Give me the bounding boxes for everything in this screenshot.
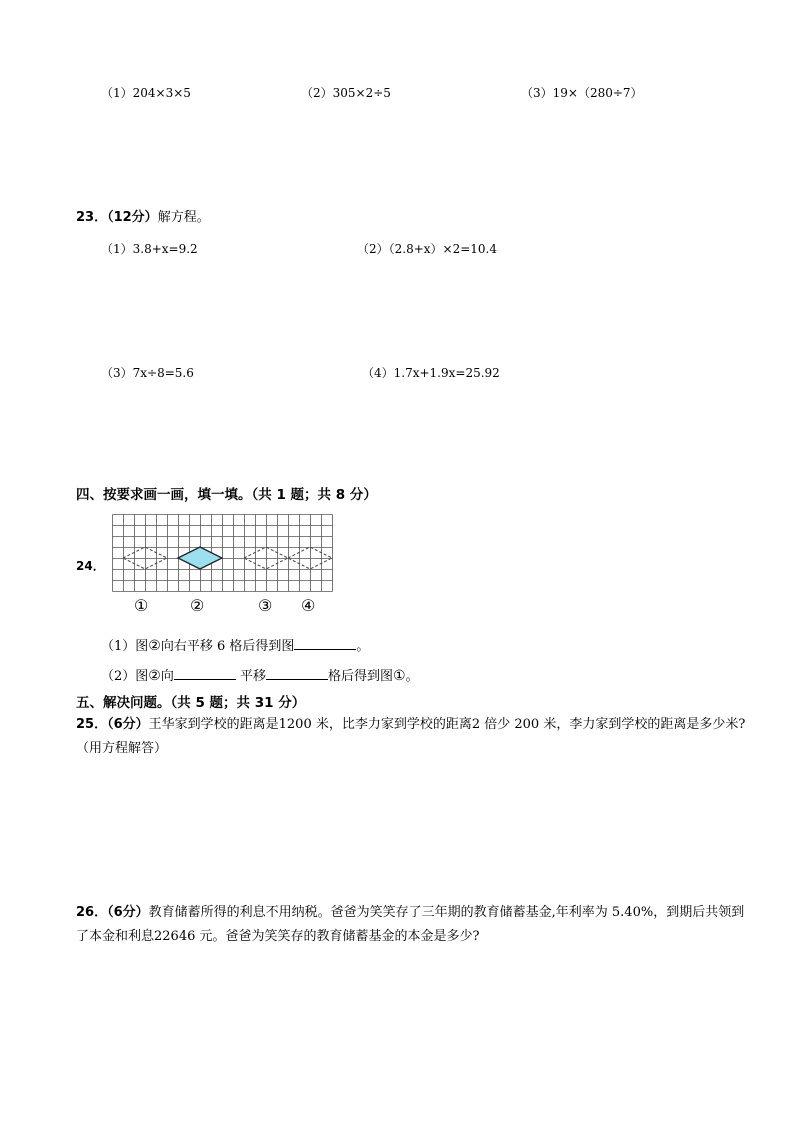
q26-score: （6分） (107, 905, 149, 920)
q24-line1-pre: （1）图 (101, 639, 149, 654)
answer-blank-2[interactable] (174, 667, 236, 680)
q23-number: 23． (76, 210, 108, 225)
circled-1: ① (393, 668, 406, 684)
rhombus-2 (178, 547, 222, 569)
q23-heading (76, 206, 210, 225)
q23-item-2: （2）（2.8+x）×2=10.4 (357, 242, 498, 256)
answer-blank-1[interactable] (294, 637, 356, 650)
answer-blank-3[interactable] (266, 667, 328, 680)
q22-item-1: （1）204×3×5 (101, 86, 191, 100)
section-5-title: 五、解决问题。（共 5 题；共 31 分） (76, 695, 306, 711)
circled-2: ② (148, 638, 161, 654)
figure-label-2: ② (190, 596, 205, 615)
q24-line2-end: 。 (405, 669, 419, 684)
q23-score: （12分） (107, 210, 158, 225)
section-4-title: 四、按要求画一画，填一填。（共 1 题；共 8 分） (76, 487, 377, 503)
q23-item-4: （4）1.7x+1.9x=25.92 (362, 366, 500, 380)
q25-number: 25． (76, 717, 108, 732)
q25-text: 王华家到学校的距离是1200 米，比李力家到学校的距离2 倍少 200 米，李力家到学校的距离是多少米?（用方程解答） (76, 717, 746, 756)
grid-lines (113, 515, 333, 592)
circled-2: ② (148, 668, 161, 684)
figure-label-3: ③ (258, 596, 273, 615)
q24-line2-direction: 向 (160, 669, 174, 684)
q24-line1-end: 。 (356, 639, 370, 654)
q23-item-1: （1）3.8+x=9.2 (101, 242, 198, 256)
q26-text: 教育储蓄所得的利息不用纳税。爸爸为笑笑存了三年期的教育储蓄基金,年利率为 5.40%，到期后共领到了本金和利息22646 元。爸爸为笑笑存的教育储蓄基金的本金是多少? (76, 905, 745, 944)
figure-label-1: ① (134, 596, 149, 615)
q24-line2-move: 平移 (235, 669, 266, 684)
q25-score: （6分） (107, 717, 149, 732)
q26 (76, 901, 748, 949)
q23-text: 解方程。 (157, 210, 210, 225)
q24-line-2 (101, 665, 419, 684)
dashed-rhombus-3 (244, 547, 288, 569)
q23-item-3: （3）7x÷8=5.6 (101, 366, 194, 380)
q26-number: 26． (76, 905, 108, 920)
dashed-rhombus-1 (123, 547, 167, 569)
q24-grid-figure (112, 514, 348, 616)
q25 (76, 713, 748, 761)
q24-line1-text: 向右平移 6 格后得到图 (160, 639, 295, 654)
q24-line-1 (101, 635, 369, 654)
dashed-rhombus-4 (288, 547, 332, 569)
q22-item-3: （3）19×（280÷7） (521, 86, 643, 100)
q24-number: 24． (76, 559, 105, 573)
figure-label-4: ④ (301, 596, 316, 615)
q24-line2-result: 格后得到图 (328, 669, 394, 684)
q24-line2-pre: （2）图 (101, 669, 149, 684)
q22-item-2: （2）305×2÷5 (301, 86, 391, 100)
